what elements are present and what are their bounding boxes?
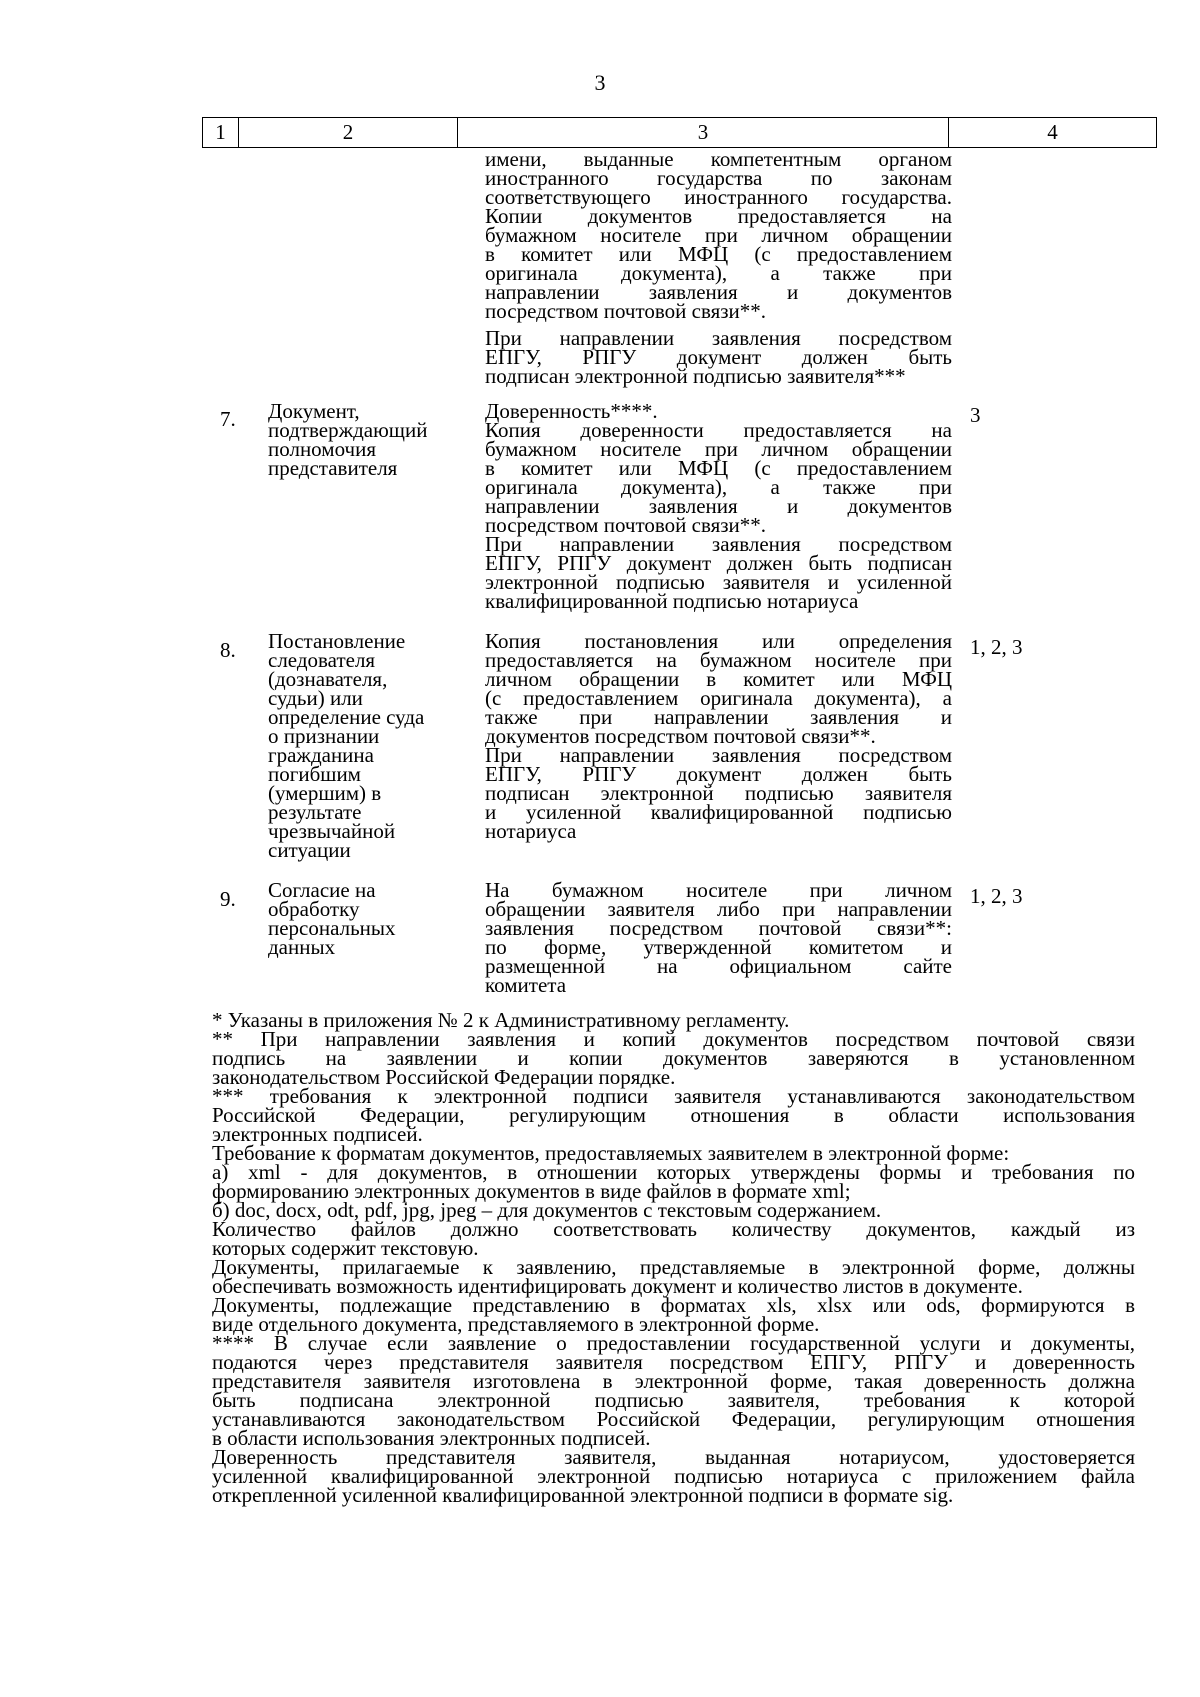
text-line: Документ,	[268, 399, 360, 423]
text-line: Копии документов предоставляется на	[485, 204, 952, 228]
page-number: 3	[594, 70, 606, 95]
text-line: судьи) или	[268, 686, 363, 710]
text-line: в комитет или МФЦ (с предоставлением	[485, 242, 952, 266]
footnote-line: формированию электронных документов в виде файлов в формате xml;	[212, 1179, 851, 1203]
applicant-category: 1, 2, 3	[970, 635, 1023, 659]
row-number: 7.	[220, 407, 236, 431]
document-requirements	[485, 399, 952, 613]
text-line: также при направлении заявления и	[485, 705, 952, 729]
text-line: имени, выданные компетентным органом	[485, 147, 952, 171]
text-line: подтверждающий	[268, 418, 428, 442]
text-line: персональных	[268, 916, 396, 940]
text-line: Копия постановления или определения	[485, 629, 952, 653]
applicant-category: 3	[970, 403, 981, 427]
footnote-line: подаются через представителя заявителя посредством ЕПГУ, РПГУ и доверенность	[212, 1350, 1135, 1374]
text-line: документов посредством почтовой связи**.	[485, 724, 876, 748]
text-line: При направлении заявления посредством	[485, 743, 952, 767]
footnote-line: б) doc, docx, odt, pdf, jpg, jpeg – для документов с текстовым содержанием.	[212, 1198, 882, 1222]
text-line: посредством почтовой связи**.	[485, 299, 767, 323]
text-line: Постановление	[268, 629, 406, 653]
text-line: При направлении заявления посредством	[485, 326, 952, 350]
footnote-line: Российской Федерации, регулирующим отношения в области использования	[212, 1103, 1135, 1127]
footnote-line: Требование к форматам документов, предоставляемых заявителем в электронной форме:	[212, 1141, 1010, 1165]
footnote-line: законодательством Российской Федерации порядке.	[212, 1065, 676, 1089]
continued-cell	[485, 147, 952, 388]
footnote-line: Доверенность представителя заявителя, выданная нотариусом, удостоверяется	[212, 1445, 1135, 1469]
text-line: направлении заявления и документов	[485, 280, 952, 304]
text-line: соответствующего иностранного государства.	[485, 185, 952, 209]
text-line: Согласие на	[268, 878, 376, 902]
footnote-line: обеспечивать возможность идентифицировать документ и количество листов в документе.	[212, 1274, 1023, 1298]
text-line: по форме, утвержденной комитетом и	[485, 935, 952, 959]
footnote-line: Документы, подлежащие представлению в форматах xls, xlsx или ods, формируются в	[212, 1293, 1135, 1317]
footnotes	[212, 1008, 1135, 1507]
text-line: личном обращении в комитет или МФЦ	[485, 667, 952, 691]
text-line: гражданина	[268, 743, 374, 767]
footnote-line: а) xml - для документов, в отношении которых утверждены формы и требования по	[212, 1160, 1135, 1184]
table-header	[202, 117, 1157, 148]
text-line: представителя	[268, 456, 398, 480]
footnote-line: открепленной усиленной квалифицированной электронной подписи в формате sig.	[212, 1483, 954, 1507]
text-line: следователя	[268, 648, 376, 672]
document-requirements	[485, 878, 952, 997]
text-line: результате	[268, 800, 362, 824]
text-line: подписан электронной подписью заявителя	[485, 781, 952, 805]
footnote-line: *** требования к электронной подписи заявителя устанавливаются законодательством	[212, 1084, 1135, 1108]
footnote-line: * Указаны в приложения № 2 к Административному регламенту.	[212, 1008, 790, 1032]
text-line: полномочия	[268, 437, 376, 461]
document-requirements	[485, 629, 952, 843]
text-line: квалифицированной подписью нотариуса	[485, 589, 859, 613]
text-line: в комитет или МФЦ (с предоставлением	[485, 456, 952, 480]
footnote-line: быть подписана электронной подписью заявителя, требования к которой	[212, 1388, 1135, 1412]
text-line: (с предоставлением оригинала документа), а	[485, 686, 952, 710]
row-number: 8.	[220, 638, 236, 662]
footnote-line: усиленной квалифицированной электронной подписью нотариуса с приложением файла	[212, 1464, 1135, 1488]
text-line: бумажном носителе при личном обращении	[485, 437, 952, 461]
text-line: ЕПГУ, РПГУ документ должен быть	[485, 345, 952, 369]
text-line: Копия доверенности предоставляется на	[485, 418, 952, 442]
footnote-line: подпись на заявлении и копии документов заверяются в установленном	[212, 1046, 1135, 1070]
document-name	[268, 629, 468, 862]
text-line: предоставляется на бумажном носителе при	[485, 648, 952, 672]
footnote-line: устанавливаются законодательством Российской Федерации, регулирующим отношения	[212, 1407, 1135, 1431]
footnote-line: которых содержит текстовую.	[212, 1236, 479, 1260]
text-line: ситуации	[268, 838, 351, 862]
text-line: чрезвычайной	[268, 819, 396, 843]
document-name	[268, 399, 468, 480]
header-col-1: 1	[203, 118, 239, 148]
text-line: (умершим) в	[268, 781, 382, 805]
text-line: заявления посредством почтовой связи**:	[485, 916, 952, 940]
text-line: Доверенность****.	[485, 399, 658, 423]
footnote-line: Документы, прилагаемые к заявлению, представляемые в электронной форме, должны	[212, 1255, 1135, 1279]
text-line: оригинала документа), а также при	[485, 475, 952, 499]
header-col-2: 2	[239, 118, 458, 148]
text-line: данных	[268, 935, 336, 959]
header-col-3: 3	[458, 118, 949, 148]
header-col-4: 4	[949, 118, 1157, 148]
footnote-line: Количество файлов должно соответствовать количеству документов, каждый из	[212, 1217, 1135, 1241]
text-line: бумажном носителе при личном обращении	[485, 223, 952, 247]
text-line: иностранного государства по законам	[485, 166, 952, 190]
footnote-line: **** В случае если заявление о предоставлении государственной услуги и документы,	[212, 1331, 1135, 1355]
footnote-line: электронных подписей.	[212, 1122, 423, 1146]
text-line: и усиленной квалифицированной подписью	[485, 800, 952, 824]
footnote-line: виде отдельного документа, представляемого в электронной форме.	[212, 1312, 820, 1336]
text-line: ЕПГУ, РПГУ документ должен быть	[485, 762, 952, 786]
text-line: о признании	[268, 724, 380, 748]
footnote-line: в области использования электронных подписей.	[212, 1426, 651, 1450]
text-line: размещенной на официальном сайте	[485, 954, 952, 978]
text-line: комитета	[485, 973, 567, 997]
text-line: (дознавателя,	[268, 667, 388, 691]
row-number: 9.	[220, 887, 236, 911]
text-line: ЕПГУ, РПГУ документ должен быть подписан	[485, 551, 952, 575]
text-line: На бумажном носителе при личном	[485, 878, 952, 902]
document-name	[268, 878, 468, 959]
text-line: оригинала документа), а также при	[485, 261, 952, 285]
text-line: электронной подписью заявителя и усиленной	[485, 570, 952, 594]
text-line: посредством почтовой связи**.	[485, 513, 767, 537]
footnote-line: представителя заявителя изготовлена в электронной форме, такая доверенность должна	[212, 1369, 1135, 1393]
footnote-line: ** При направлении заявления и копий документов посредством почтовой связи	[212, 1027, 1135, 1051]
applicant-category: 1, 2, 3	[970, 884, 1023, 908]
text-line: обработку	[268, 897, 360, 921]
text-line: При направлении заявления посредством	[485, 532, 952, 556]
text-line: обращении заявителя либо при направлении	[485, 897, 952, 921]
text-line: определение суда	[268, 705, 425, 729]
text-line: подписан электронной подписью заявителя***	[485, 364, 906, 388]
text-line: погибшим	[268, 762, 361, 786]
text-line: нотариуса	[485, 819, 577, 843]
text-line: направлении заявления и документов	[485, 494, 952, 518]
